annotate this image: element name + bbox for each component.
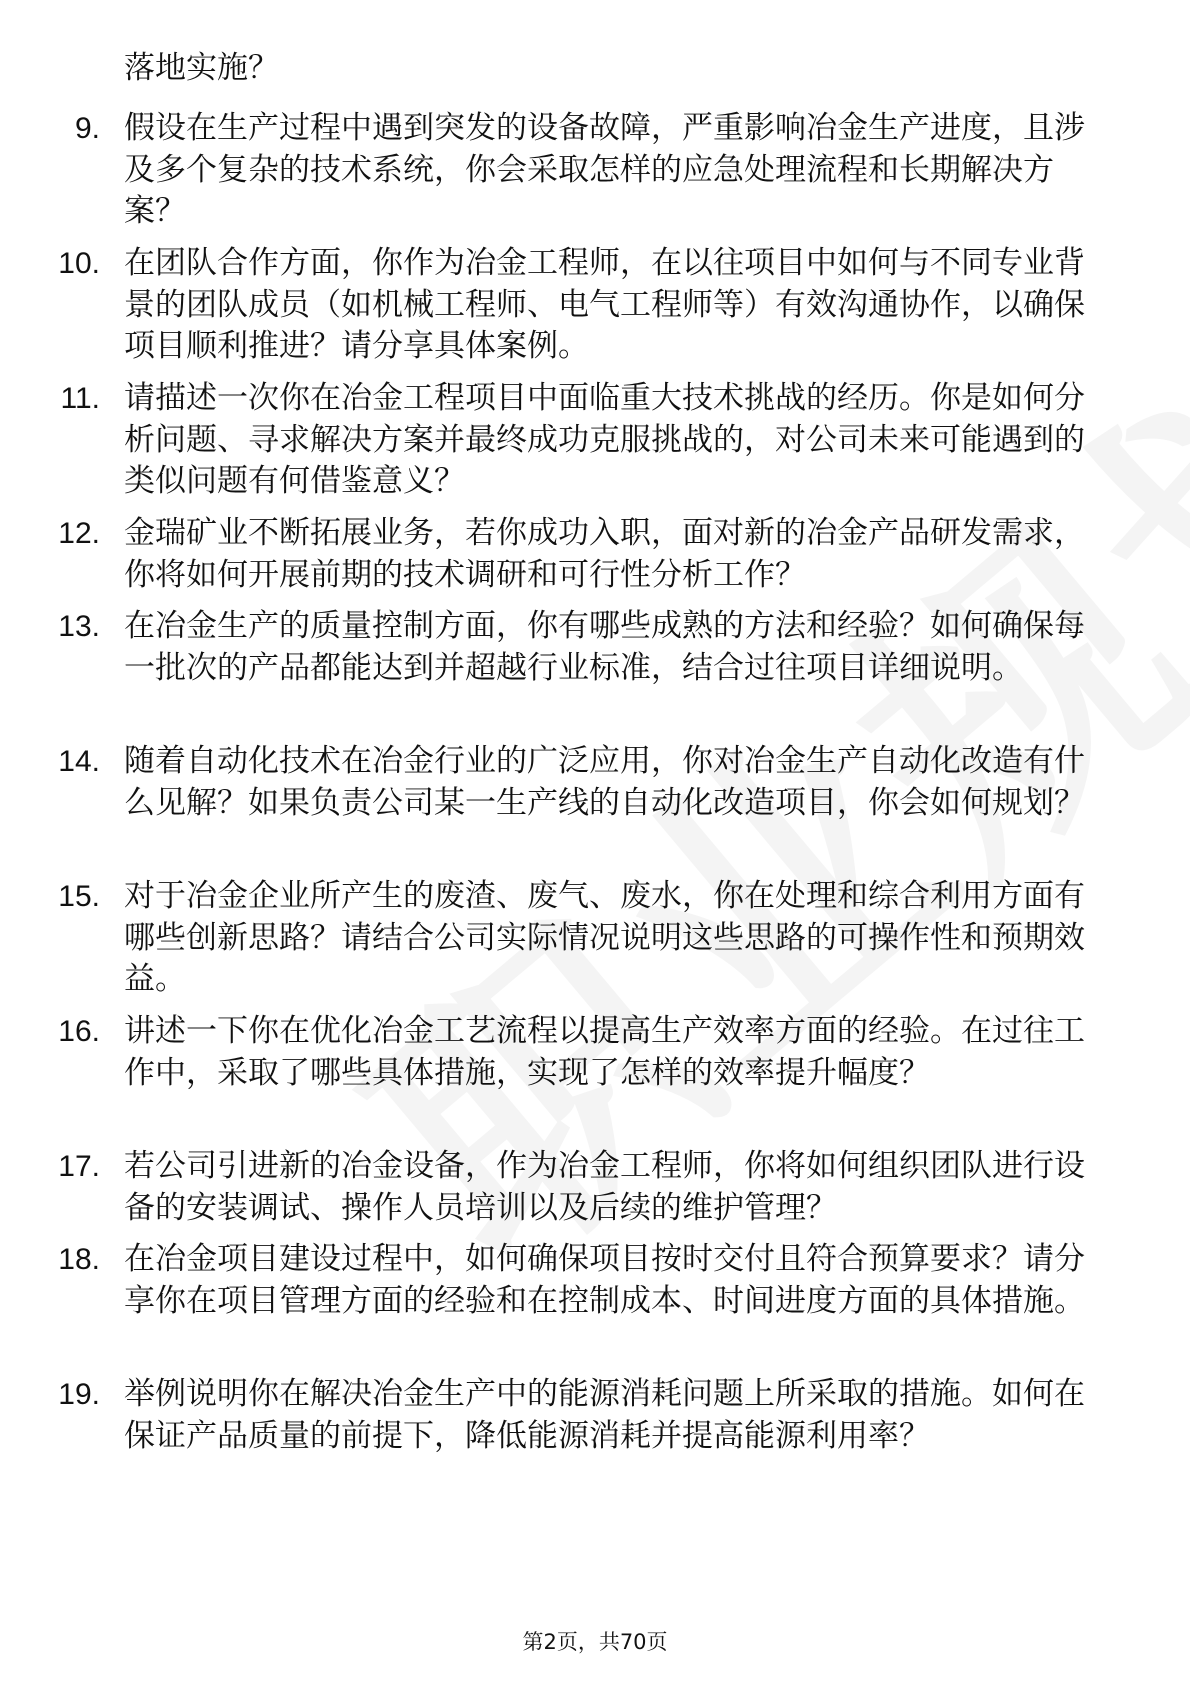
question-text: 讲述一下你在优化冶金工艺流程以提高生产效率方面的经验。在过往工作中，采取了哪些具体措施，实现了怎样的效率提升幅度？ (124, 1013, 1085, 1091)
question-number: 13. (58, 610, 100, 643)
question-text: 假设在生产过程中遇到突发的设备故障，严重影响冶金生产进度，且涉及多个复杂的技术系统，你会采取怎样的应急处理流程和长期解决方案？ (124, 110, 1085, 229)
continued-question-text: 落地实施？ (124, 50, 279, 86)
question-number: 12. (58, 517, 100, 550)
question-text: 在冶金生产的质量控制方面，你有哪些成熟的方法和经验？如何确保每一批次的产品都能达到并超越行业标准，结合过往项目详细说明。 (124, 608, 1085, 686)
question-number: 10. (58, 247, 100, 280)
question-number: 17. (58, 1150, 100, 1183)
question-text: 金瑞矿业不断拓展业务，若你成功入职，面对新的冶金产品研发需求，你将如何开展前期的技术调研和可行性分析工作？ (124, 515, 1085, 593)
question-number: 16. (58, 1015, 100, 1048)
question-number: 14. (58, 745, 100, 778)
question-number: 19. (58, 1378, 100, 1411)
question-text: 若公司引进新的冶金设备，作为冶金工程师，你将如何组织团队进行设备的安装调试、操作人员培训以及后续的维护管理？ (124, 1148, 1085, 1226)
question-number: 18. (58, 1243, 100, 1276)
question-number: 11. (60, 382, 100, 415)
question-text: 举例说明你在解决冶金生产中的能源消耗问题上所采取的措施。如何在保证产品质量的前提下，降低能源消耗并提高能源利用率？ (124, 1376, 1085, 1454)
question-number: 15. (58, 880, 100, 913)
page-number-footer: 第2页，共70页 (522, 1630, 668, 1654)
question-text: 随着自动化技术在冶金行业的广泛应用，你对冶金生产自动化改造有什么见解？如果负责公司某一生产线的自动化改造项目，你会如何规划？ (124, 743, 1085, 821)
question-text: 在冶金项目建设过程中，如何确保项目按时交付且符合预算要求？请分享你在项目管理方面的经验和在控制成本、时间进度方面的具体措施。 (124, 1241, 1085, 1319)
question-text: 在团队合作方面，你作为冶金工程师，在以往项目中如何与不同专业背景的团队成员（如机械工程师、电气工程师等）有效沟通协作，以确保项目顺利推进？请分享具体案例。 (124, 245, 1085, 364)
question-text: 请描述一次你在冶金工程项目中面临重大技术挑战的经历。你是如何分析问题、寻求解决方案并最终成功克服挑战的，对公司未来可能遇到的类似问题有何借鉴意义？ (124, 380, 1085, 499)
question-text: 对于冶金企业所产生的废渣、废气、废水，你在处理和综合利用方面有哪些创新思路？请结合公司实际情况说明这些思路的可操作性和预期效益。 (124, 878, 1085, 997)
question-number: 9. (74, 112, 100, 145)
